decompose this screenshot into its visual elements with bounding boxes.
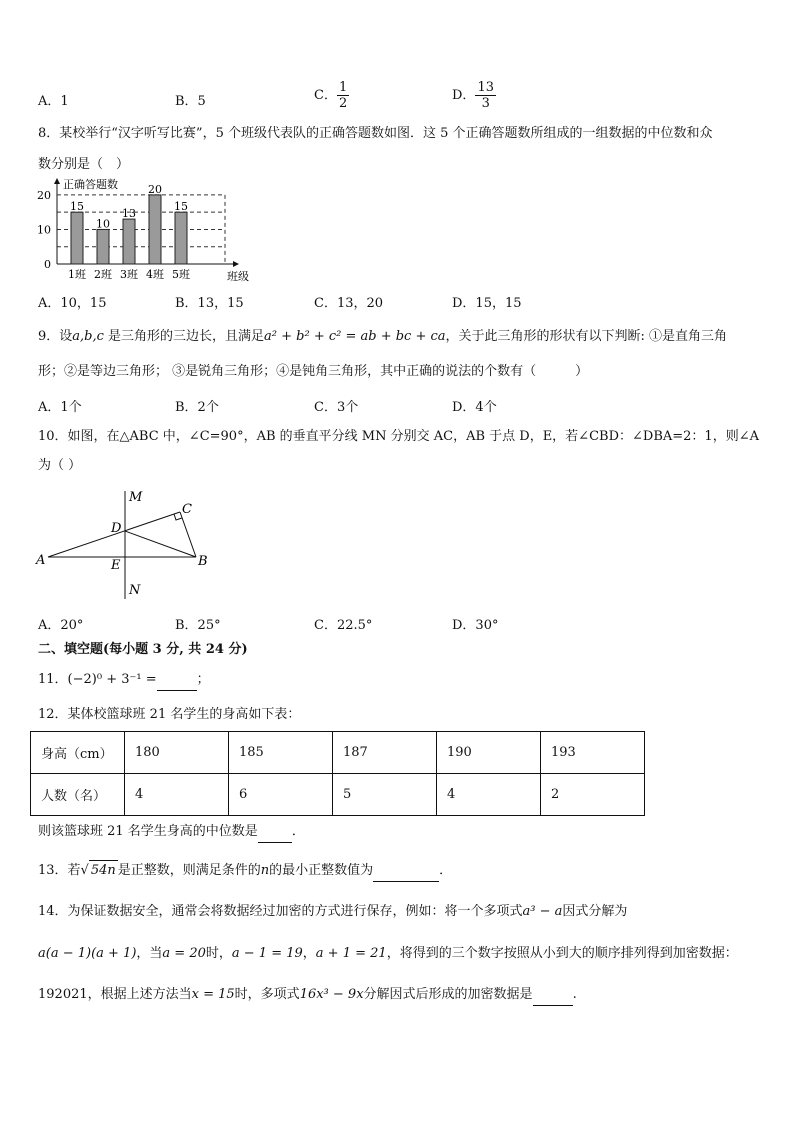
q14-line1 [38,902,627,922]
table-cell: 2 [541,774,645,816]
bar [149,195,161,264]
q14-sep: ， [302,946,316,961]
table-cell: 5 [333,774,437,816]
bar-value-label: 15 [174,200,188,214]
table-cell: 4 [437,774,541,816]
q9-option-c: C．3个 [314,400,359,415]
table-cell: 180 [125,732,229,774]
sqrt-sign: √ [80,863,89,878]
q8-option-b: B．13，15 [175,296,244,311]
table-cell: 4 [125,774,229,816]
q11-expression: (−2)⁰ + 3⁻¹ = [67,672,157,687]
q14-line2 [38,944,738,964]
q14-line2-mid: ，当 [136,946,163,961]
y-axis-label: 正确答题数 [63,178,118,191]
q9-option-b: B．2个 [175,400,219,415]
q14-blank[interactable] [533,985,573,1006]
q13-blank[interactable] [373,861,439,882]
q7-option-b: B．5 [175,94,206,109]
q12-blank[interactable] [258,822,292,843]
q7-option-a: A．1 [38,94,69,109]
q14-factor: a(a − 1)(a + 1) [38,946,137,961]
table-cell: 6 [229,774,333,816]
q10-option-a: A．20° [38,618,84,633]
q7-c-numerator: 1 [338,80,348,95]
q10-line2: 为（ ） [38,458,82,473]
q14-cond: a = 20 [162,946,206,961]
q12-text: 12．某体校篮球班 21 名学生的身高如下表： [38,707,301,722]
triangle-diagram [30,485,230,605]
q9-mid: 是三角形的三边长，且满足 [103,329,265,344]
bar-value-label: 13 [122,207,136,221]
table-cell: 193 [541,732,645,774]
q14-v2: a + 1 = 21 [315,946,387,961]
bar [123,219,135,264]
y-axis-arrow [54,178,60,184]
q8-line1: 8．某校举行“汉字听写比赛”，5 个班级代表队的正确答题数如图．这 5 个正确答题数所组成的一组数据的中位数和众 [38,126,713,141]
bar [71,212,83,264]
label-m: M [129,490,143,505]
q8-line2: 数分别是（ ） [38,157,130,172]
table-cell: 人数（名） [31,774,125,816]
table-cell: 187 [333,732,437,774]
q14-line3-c: 分解因式后形成的加密数据是 [363,987,533,1002]
q14-line2-tail: ，将得到的三个数字按照从小到大的顺序排列得到加密数据： [386,946,738,961]
q9-option-d: D．4个 [452,400,497,415]
segment-cb [180,512,196,557]
q9-equation: a² + b² + c² = ab + bc + ca [264,329,446,344]
q10-option-b: B．25° [175,618,221,633]
q14-cond2: x = 15 [191,987,235,1002]
table-cell: 身高（cm） [31,732,125,774]
bar-chart [30,176,270,286]
table-row [31,732,645,774]
q9-line2: 形；②是等边三角形； ③是锐角三角形；④是钝角三角形，其中正确的说法的个数有（ ） [38,364,589,379]
q13-prefix: 13．若 [38,863,81,878]
q13-var: n [260,863,270,878]
q10-line1: 10．如图，在△ABC 中，∠C=90°，AB 的垂直平分线 MN 分别交 AC，AB 于点 D，E，若∠CBD：∠DBA=2：1，则∠A [38,429,759,444]
bar [175,212,187,264]
q14-line1-tail: 因式分解为 [562,904,628,919]
q11-tail: ； [196,672,210,687]
table-cell: 190 [437,732,541,774]
q11 [38,670,210,691]
q14-tail: . [572,987,577,1002]
q13-tail: ． [439,863,453,878]
x-tick-label: 5班 [172,268,190,281]
q9-vars: a,b,c [72,329,104,344]
q10-option-c: C．22.5° [314,618,373,633]
q14-v1: a − 1 = 19 [231,946,303,961]
height-table [30,731,645,816]
q10-option-d: D．30° [452,618,499,633]
q7-option-d-prefix: D． [452,88,476,103]
q7-option-c-prefix: C． [314,88,337,103]
x-tick-label: 3班 [120,268,138,281]
x-tick-label: 4班 [146,268,164,281]
label-n: N [129,583,141,598]
q12-after-text: 则该篮球班 21 名学生身高的中位数是 [38,824,258,839]
q14-line3-b: 时，多项式 [234,987,300,1002]
y-tick-label: 20 [37,188,51,202]
q14-line2-b: 时， [205,946,232,961]
q9-option-a: A．1个 [38,400,82,415]
q14-line3 [38,985,577,1006]
q12-after [38,822,305,843]
q7-d-denominator: 3 [481,96,490,111]
q9-suffix: ，关于此三角形的形状有以下判断: ①是直角三角 [445,329,728,344]
q9-line1 [38,327,727,347]
table-row [31,774,645,816]
q7-option-d [452,80,496,111]
q13-suffix: 的最小正整数值为 [269,863,374,878]
q13-mid: 是正整数，则满足条件的 [117,863,261,878]
q7-option-c [314,80,349,111]
q14-poly1: a³ − a [522,904,563,919]
q12-after-tail: ． [291,824,305,839]
x-tick-label: 1班 [68,268,86,281]
q8-option-c: C．13，20 [314,296,384,311]
q8-option-a: A．10，15 [38,296,107,311]
label-e: E [111,558,121,573]
x-axis-arrow [233,261,239,267]
x-tick-label: 2班 [94,268,112,281]
label-b: B [198,554,208,569]
q9-prefix: 9．设 [38,329,73,344]
q11-number: 11． [38,672,68,687]
q14-line1-text: 14．为保证数据安全，通常会将数据经过加密的方式进行保存，例如：将一个多项式 [38,904,523,919]
q14-line3-a: 192021，根据上述方法当 [38,987,192,1002]
segment-db [125,531,196,557]
q8-option-d: D．15，15 [452,296,522,311]
bar [97,229,109,264]
q13-radicand: 54n [89,860,118,881]
bar-value-label: 15 [70,200,84,214]
q11-blank[interactable] [157,670,197,691]
label-a: A [36,553,46,568]
table-cell: 185 [229,732,333,774]
x-axis-label: 班级 [227,270,249,283]
y-tick-label: 0 [44,258,51,271]
section-heading: 二、填空题(每小题 3 分, 共 24 分) [38,642,248,657]
bar-value-label: 10 [96,217,110,231]
label-d: D [111,521,122,536]
q13 [38,860,452,882]
q7-c-denominator: 2 [338,96,348,111]
q14-poly2: 16x³ − 9x [299,987,364,1002]
q7-d-numerator: 13 [477,80,494,95]
label-c: C [182,502,192,517]
y-tick-label: 10 [37,223,51,237]
bar-value-label: 20 [148,182,162,196]
